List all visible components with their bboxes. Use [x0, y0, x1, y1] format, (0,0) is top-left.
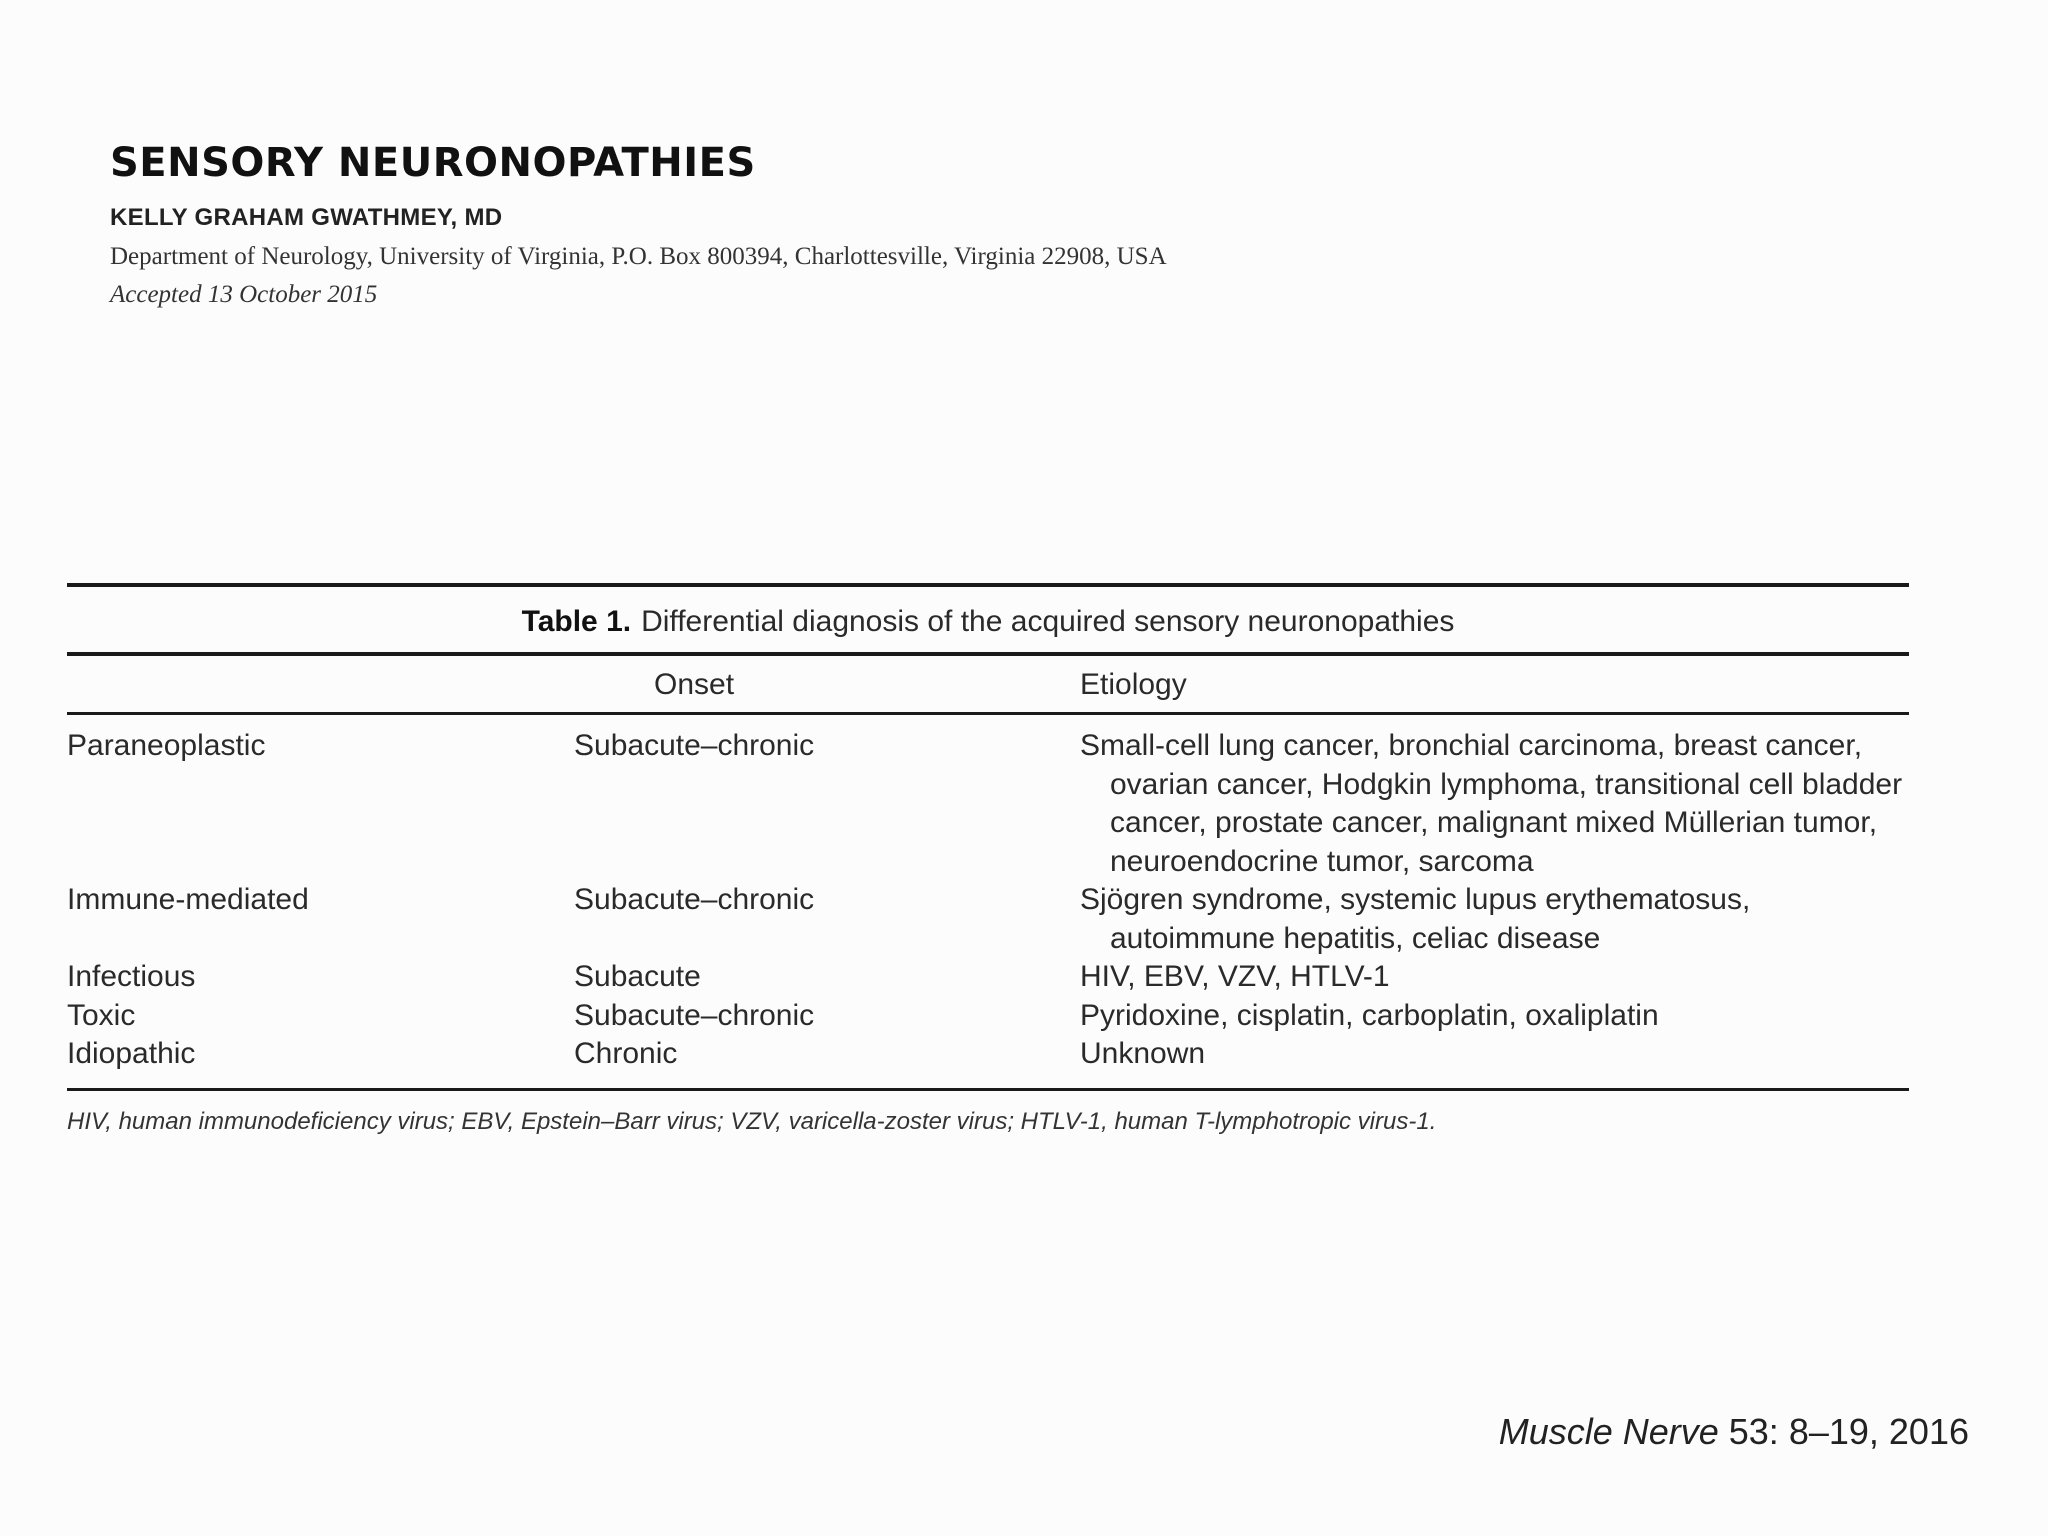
- accepted-date: Accepted 13 October 2015: [110, 281, 378, 308]
- etiology-cell: Sjögren syndrome, systemic lupus erythematosus, autoimmune hepatitis, celiac disease: [1080, 883, 1751, 955]
- table-row: [67, 997, 1909, 1036]
- onset-cell: Subacute: [574, 960, 701, 993]
- author-name: KELLY GRAHAM GWATHMEY, MD: [110, 204, 503, 231]
- onset-cell: Subacute–chronic: [574, 998, 815, 1032]
- etiology-cell: Unknown: [1080, 1037, 1206, 1070]
- category-cell: Infectious: [67, 960, 196, 993]
- citation-details: 53: 8–19, 2016: [1718, 1411, 1969, 1452]
- category-cell: Idiopathic: [67, 1037, 196, 1070]
- table-caption-text: Differential diagnosis of the acquired sensory neuronopathies: [641, 605, 1455, 638]
- onset-cell: Subacute–chronic: [574, 729, 815, 762]
- column-header-onset: Onset: [654, 668, 735, 701]
- author-affiliation: Department of Neurology, University of Virginia, P.O. Box 800394, Charlottesville, Virginia 22908, USA: [110, 243, 1167, 270]
- onset-cell: Subacute–chronic: [574, 883, 815, 916]
- etiology-cell: HIV, EBV, VZV, HTLV-1: [1080, 960, 1390, 993]
- table-footnote: HIV, human immunodeficiency virus; EBV, Epstein–Barr virus; VZV, varicella-zoster virus; HTLV-1, human T-lymphotropic virus-1.: [67, 1107, 1437, 1135]
- table-caption: [67, 587, 1909, 652]
- column-header-etiology: Etiology: [1080, 668, 1187, 701]
- etiology-cell: Pyridoxine, cisplatin, carboplatin, oxaliplatin: [1080, 998, 1659, 1032]
- table-row: [67, 727, 1909, 881]
- table-row: [67, 881, 1909, 958]
- article-title: SENSORY NEURONOPATHIES: [110, 140, 756, 186]
- category-cell: Paraneoplastic: [67, 729, 266, 762]
- journal-name: Muscle Nerve: [1498, 1411, 1719, 1452]
- differential-diagnosis-table: [67, 583, 1909, 1137]
- category-cell: Immune-mediated: [67, 883, 309, 916]
- onset-cell: Chronic: [574, 1037, 678, 1070]
- article-header: [110, 135, 1510, 311]
- table-body: [67, 715, 1909, 1088]
- table-bottom-rule: [67, 1088, 1909, 1091]
- table-caption-label: Table 1.: [521, 605, 632, 638]
- table-row: [67, 958, 1909, 997]
- table-header: [67, 656, 1909, 712]
- etiology-cell: Small-cell lung cancer, bronchial carcinoma, breast cancer, ovarian cancer, Hodgkin lymphoma, transitional cell bladder cancer, prostate cancer, malignant mixed Müllerian tumor, neuroendocrine tumor, sarcoma: [1080, 729, 1903, 878]
- journal-citation: [1499, 1410, 1969, 1454]
- category-cell: Toxic: [67, 998, 136, 1032]
- table-row: [67, 1035, 1909, 1074]
